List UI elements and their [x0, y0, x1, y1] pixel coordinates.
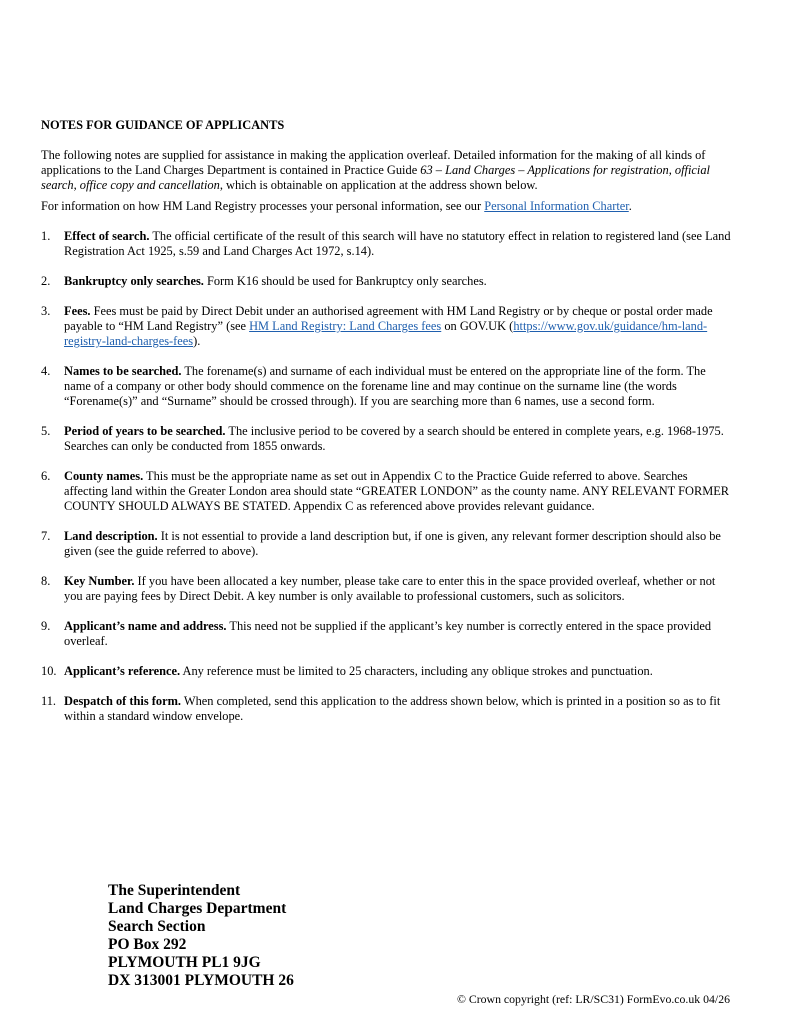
privacy-paragraph [41, 199, 733, 214]
note-title: Land description. [64, 529, 158, 543]
note-number: 10. [41, 664, 57, 678]
note-text: The forename(s) and surname of each individual must be entered on the appropriate line of the form. The name of a company or other body should commence on the forename line and may continue on the surname line (the words “Forename(s)” and “Surname” should be crossed through). If you are searching more than 6 names, use a second form. [64, 364, 706, 408]
personal-information-charter-link[interactable]: Personal Information Charter [484, 199, 629, 213]
privacy-text-1: For information on how HM Land Registry processes your personal information, see our [41, 199, 485, 213]
address-line: PLYMOUTH PL1 9JG [108, 954, 261, 971]
note-title: Names to be searched. [64, 364, 182, 378]
note-text-2: on GOV.UK ( [441, 319, 514, 333]
note-text: The official certificate of the result of this search will have no statutory effect in relation to registered land (see Land Registration Act 1925, s.59 and Land Charges Act 1972, s.14). [64, 229, 731, 258]
note-number: 2. [41, 274, 51, 288]
note-text: Form K16 should be used for Bankruptcy only searches. [203, 274, 487, 288]
intro-text-2: , which is obtainable on application at the address shown below. [219, 178, 538, 192]
note-number: 1. [41, 229, 51, 243]
note-text: This need not be supplied if the applicant’s key number is correctly entered in the space provided overleaf. [64, 619, 712, 648]
note-title: Despatch of this form. [64, 694, 182, 708]
note-item [41, 304, 733, 349]
note-title: County names. [64, 469, 144, 483]
note-title: Applicant’s reference. [64, 664, 181, 678]
note-text: It is not essential to provide a land description but, if one is given, any relevant former description should also be given (see the guide referred to above). [64, 529, 721, 558]
copyright-footer: © Crown copyright (ref: LR/SC31) FormEvo.co.uk 04/26 [456, 992, 730, 1006]
guidance-notes [41, 118, 733, 739]
note-title: Key Number. [64, 574, 135, 588]
address-line: DX 313001 PLYMOUTH 26 [108, 972, 294, 989]
postal-address [108, 882, 294, 990]
note-text: The inclusive period to be covered by a search should be entered in complete years, e.g. 1968-1975. Searches can only be conducted from 1855 onwards. [64, 424, 724, 453]
note-item [41, 274, 733, 289]
note-item [41, 619, 733, 649]
note-text: When completed, send this application to the address shown below, which is printed in a position so as to fit within a standard window envelope. [64, 694, 721, 723]
practice-guide-title: 63 – Land Charges – Applications for registration, official search, office copy and cancellation [41, 163, 710, 192]
intro-paragraph [41, 148, 733, 193]
note-text: This must be the appropriate name as set out in Appendix C to the Practice Guide referred to above. Searches affecting land within the Greater London area should state “GREATER LONDON” as the county name. ANY RELEVANT FORMER COUNTY SHOULD ALWAYS BE STATED. Appendix C as referenced above provides relevant guidance. [64, 469, 730, 513]
note-title: Applicant’s name and address. [64, 619, 227, 633]
address-line: PO Box 292 [108, 936, 187, 953]
note-title: Bankruptcy only searches. [64, 274, 204, 288]
note-item [41, 424, 733, 454]
note-number: 11. [41, 694, 57, 708]
note-number: 6. [41, 469, 51, 483]
note-title: Fees. [64, 304, 91, 318]
note-text: Any reference must be limited to 25 characters, including any oblique strokes and punctuation. [180, 664, 653, 678]
note-text: If you have been allocated a key number, please take care to enter this in the space provided overleaf, whether or not you are paying fees by Direct Debit. A key number is only available to professional customers, such as solicitors. [64, 574, 716, 603]
note-item [41, 574, 733, 604]
address-line: The Superintendent [108, 882, 241, 899]
page-title: NOTES FOR GUIDANCE OF APPLICANTS [41, 118, 285, 132]
gov-uk-fees-url-link[interactable]: https://www.gov.uk/guidance/hm-land-registry-land-charges-fees [64, 319, 708, 348]
intro-text-1: The following notes are supplied for assistance in making the application overleaf. Detailed information for the making of all kinds of applications to the Land Charges Department is contained in Practice Guide [41, 148, 706, 177]
note-title: Period of years to be searched. [64, 424, 226, 438]
note-number: 7. [41, 529, 51, 543]
note-title: Effect of search. [64, 229, 150, 243]
note-item [41, 469, 733, 514]
note-item [41, 664, 733, 679]
note-item [41, 694, 733, 724]
note-number: 3. [41, 304, 51, 318]
privacy-text-2: . [628, 199, 632, 213]
note-item [41, 229, 733, 259]
note-item [41, 364, 733, 409]
notes-list [41, 229, 733, 724]
address-line: Land Charges Department [108, 900, 287, 917]
note-item [41, 529, 733, 559]
note-number: 8. [41, 574, 51, 588]
note-text: Fees must be paid by Direct Debit under an authorised agreement with HM Land Registry or by cheque or postal order made payable to “HM Land Registry” (see [64, 304, 713, 333]
note-text-3: ). [193, 334, 201, 348]
land-charges-fees-link[interactable]: HM Land Registry: Land Charges fees [249, 319, 442, 333]
address-line: Search Section [108, 918, 206, 935]
note-number: 5. [41, 424, 51, 438]
note-number: 4. [41, 364, 51, 378]
note-number: 9. [41, 619, 51, 633]
